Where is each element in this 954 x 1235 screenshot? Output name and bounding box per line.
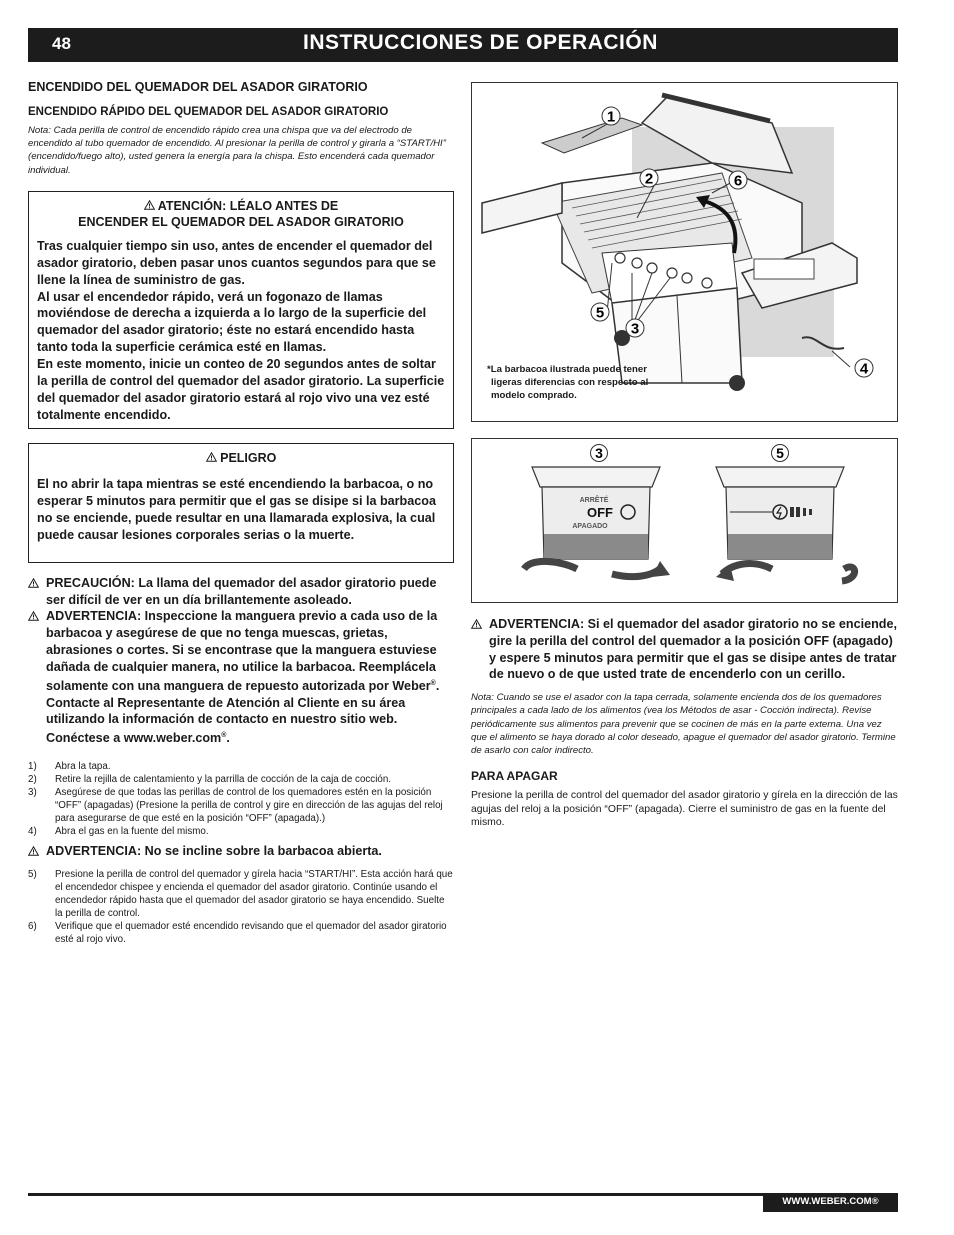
knob-callout-3: 3 bbox=[595, 445, 603, 461]
knob-figure bbox=[471, 438, 898, 603]
attention-title-line2: ENCENDER EL QUEMADOR DEL ASADOR GIRATORIO bbox=[78, 214, 404, 229]
attention-paragraph-1: Tras cualquier tiempo sin uso, antes de encender el quemador del asador giratorio, deben pasar unos cuantos segundos para que se llene la línea de suministro de gas. bbox=[37, 238, 436, 287]
grill-figure bbox=[471, 82, 898, 422]
caution-item: PRECAUCIÓN: La llama del quemador del asador giratorio puede ser difícil de ver en un día brillantemente asoleado. bbox=[28, 575, 454, 609]
figure-caption: *La barbacoa ilustrada puede tener ligeras diferencias con respecto al modelo comprado. bbox=[487, 364, 649, 401]
page-number: 48 bbox=[52, 34, 71, 53]
ignition-note: Nota: Cada perilla de control de encendido rápido crea una chispa que va del electrodo de encendido al tubo quemador de encendido. Al presionar la perilla de control y girarla a “START/HI” (encendido/fuego alto), usted genera la energía para la chispa. Esto encenderá cada quemador individual. bbox=[28, 125, 446, 176]
attention-box bbox=[28, 191, 454, 429]
knob-label-arrete: ARRÊTÉ bbox=[579, 497, 609, 504]
knob-start-illustration bbox=[716, 467, 855, 581]
callout-4: 4 bbox=[859, 360, 869, 378]
warning-triangle-icon bbox=[206, 451, 220, 465]
knob-label-off: OFF bbox=[587, 505, 613, 520]
footer-url: WWW.WEBER.COM® bbox=[763, 1193, 898, 1212]
list-item: 4) Abra el gas en la fuente del mismo. bbox=[28, 825, 209, 837]
callout-6: 6 bbox=[733, 172, 743, 190]
warning-triangle-icon bbox=[471, 617, 482, 634]
section-title: ENCENDIDO DEL QUEMADOR DEL ASADOR GIRATORIO bbox=[28, 80, 368, 94]
hose-warning-item: ADVERTENCIA: Inspeccione la manguera previo a cada uso de la barbacoa y asegúrese de que no tenga muescas, grietas, abrasiones o cortes. Si se encontrase que la manguera estuviese dañada de cualquier manera, no utilice la barbacoa. Reemplácela solamente con una manguera de repuesto autorizada por Weber®. Contacte al Representante de Atención al Cliente en su área utilizando la información de contacto en nuestro sitio web. Conéctese a www.weber.com®. bbox=[28, 608, 454, 747]
list-item: 1) Abra la tapa. bbox=[28, 761, 111, 773]
list-item: 2) Retire la rejilla de calentamiento y la parrilla de cocción de la caja de cocción. bbox=[28, 774, 391, 786]
turn-off-body: Presione la perilla de control del quemador del asador giratorio y gírela en la dirección de las agujas del reloj a la posición “OFF” (apagada). Cierre el suministro de gas en la fuente del mismo. bbox=[471, 790, 898, 829]
danger-body: El no abrir la tapa mientras se esté encendiendo la barbacoa, o no esperar 5 minutos para permitir que el gas se disipe si la barbacoa no se enciende, puede resultar en una llamarada explosiva, la cual puede causar lesiones corporales serias o la muerte. bbox=[37, 476, 436, 542]
match-warning-item: ADVERTENCIA: Si el quemador del asador giratorio no se enciende, gire la perilla del control del quemador a la posición OFF (apagado) y espere 5 minutos para permitir que el gas se disipe antes de tratar de nuevo o de que usted trate de encenderlo con un cerillo. bbox=[471, 616, 898, 683]
callout-2: 2 bbox=[644, 170, 654, 188]
indirect-cooking-note: Nota: Cuando se use el asador con la tapa cerrada, solamente encienda dos de los quemadores principales a cada lado de los alimentos (vea los Métodos de asar - Cocción indirecta). Revise periódicamente sus alimentos para prevenir que se cocinen de más en la parte externa. Una vez que el alimento se haya dorado al color deseado, apague el quemador del asador giratorio. Termine de asarlo con calor indirecto. bbox=[471, 692, 896, 756]
attention-title bbox=[37, 198, 445, 230]
turn-off-title: PARA APAGAR bbox=[471, 769, 558, 784]
page-title: INSTRUCCIONES DE OPERACIÓN bbox=[303, 31, 658, 54]
callout-1: 1 bbox=[606, 108, 616, 126]
warning-triangle-icon bbox=[28, 844, 39, 861]
warning-triangle-icon bbox=[28, 576, 39, 593]
left-column bbox=[28, 78, 454, 947]
list-item: 3) Asegúrese de que todas las perillas de control de los quemadores estén en la posición “OFF” (apagadas) (Presione la perilla de control y gire en dirección de las agujas del reloj para asegurarse de que esté en la posición “OFF” (apagada).) bbox=[28, 786, 443, 824]
callout-5: 5 bbox=[595, 304, 605, 322]
danger-title: PELIGRO bbox=[37, 450, 445, 466]
danger-box bbox=[28, 443, 454, 563]
warning-triangle-icon bbox=[144, 199, 158, 213]
attention-title-line1: ATENCIÓN: LÉALO ANTES DE bbox=[157, 198, 339, 213]
list-item: 6) Verifique que el quemador esté encendido revisando que el quemador del asador giratorio esté al rojo vivo. bbox=[28, 921, 447, 945]
attention-paragraph-3: En este momento, inicie un conteo de 20 segundos antes de soltar la perilla de control del quemador del asador giratorio. La superficie del quemador del asador giratorio estará al rojo vivo una vez esté totalmente encendido. bbox=[37, 357, 445, 422]
steps-list-b bbox=[28, 869, 454, 946]
attention-paragraph-2: Al usar el encendedor rápido, verá un fogonazo de llamas moviéndose de derecha a izquierda a lo largo de la superficie del quemador del asador giratorio; éste no estará encendido hasta tanto toda la superficie cerámica esté en llamas. bbox=[37, 289, 427, 355]
page-header bbox=[28, 28, 898, 62]
steps-list-a bbox=[28, 761, 454, 838]
lean-warning-item: ADVERTENCIA: No se incline sobre la barbacoa abierta. bbox=[28, 843, 454, 860]
right-column bbox=[471, 82, 898, 829]
warning-triangle-icon bbox=[28, 609, 39, 626]
knob-label-apagado: APAGADO bbox=[572, 523, 608, 530]
list-item: 5) Presione la perilla de control del quemador y gírela hacia “START/HI”. Esta acción hará que el encendedor chispee y encienda el quemador del asador giratorio. Continúe usando el encendedor rápido hasta que el quemador del asador giratorio se haya encendido. Suelte la perilla de control. bbox=[28, 869, 453, 920]
knob-off-illustration bbox=[524, 467, 670, 577]
knob-callout-5: 5 bbox=[776, 445, 784, 461]
subsection-title: ENCENDIDO RÁPIDO DEL QUEMADOR DEL ASADOR GIRATORIO bbox=[28, 106, 389, 118]
callout-3: 3 bbox=[630, 320, 640, 338]
